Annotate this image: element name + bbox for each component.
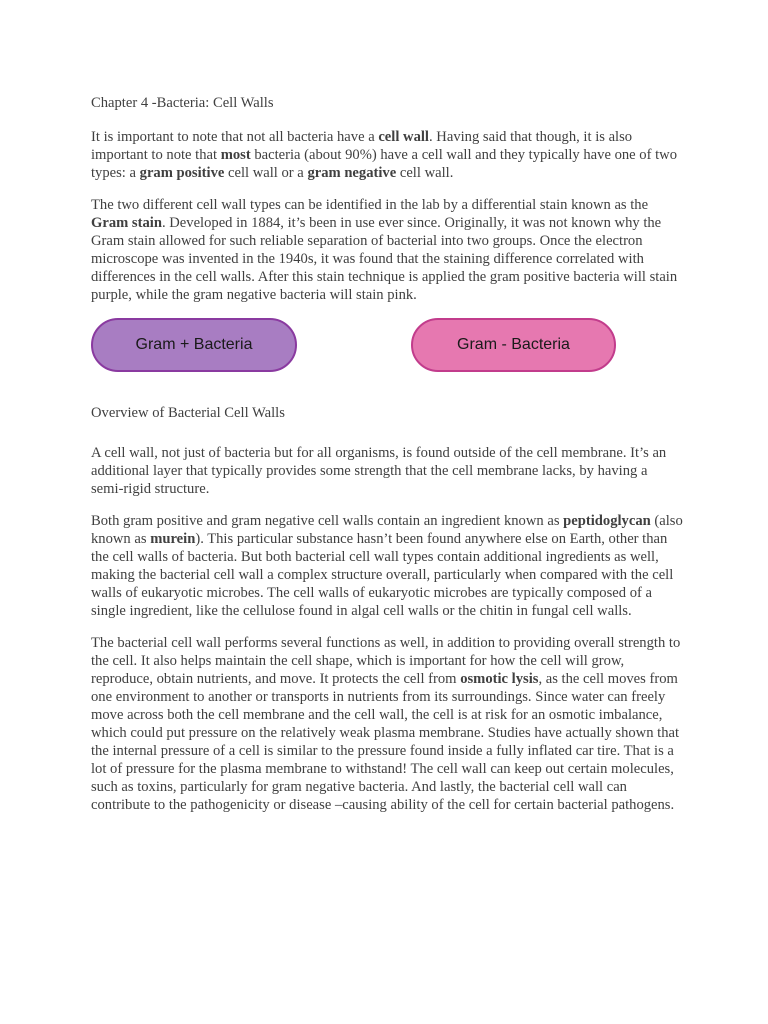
bold-term: gram negative [307, 165, 397, 181]
text-run: The bacterial cell wall performs several functions as well, in addition to providing overall strength to the cell. It also helps maintain the cell shape, which is important for how the cell will grow, reproduce, obtain nutrients, and move. It protects the cell from [91, 635, 681, 687]
text-run: ). This particular substance hasn’t been found anywhere else on Earth, other than the cell walls of bacteria. But both bacterial cell wall types contain additional ingredients as well, making the bacterial cell wall a complex structure overall, particularly when compared with the cell walls of eukaryotic microbes. The cell walls of eukaryotic microbes are typically composed of a single ingredient, like the cellulose found in algal cell walls or the chitin in fungal cell walls. [91, 531, 674, 619]
text-run: The two different cell wall types can be identified in the lab by a differential stain known as the [91, 197, 649, 213]
bold-term: murein [150, 531, 196, 547]
text-run: . Having said that though, it is also important to note that [91, 129, 633, 163]
bold-term: gram positive [139, 165, 225, 181]
chapter-title: Chapter 4 -Bacteria: Cell Walls [91, 95, 274, 111]
text-run: cell wall or a [224, 165, 308, 181]
gram-negative-pill: Gram - Bacteria [411, 318, 616, 372]
document-body [91, 94, 683, 828]
bold-term: most [220, 147, 251, 163]
text-run: , as the cell moves from one environment to another or transports in nutrients from its surroundings. Since water can freely move across both the cell membrane and the cell wall, the cell is at risk for an osmotic imbalance, which could put pressure on the relatively weak plasma membrane. Studies have actually shown that the internal pressure of a cell is similar to the pressure found inside a fully inflated car tire. That is a lot of pressure for the plasma membrane to withstand! The cell wall can keep out certain molecules, such as toxins, particularly for gram negative bacteria. And lastly, the bacterial cell wall can contribute to the pathogenicity or disease –causing ability of the cell for certain bacterial pathogens. [91, 671, 680, 813]
overview-title: Overview of Bacterial Cell Walls [91, 405, 285, 421]
bold-term: cell wall [378, 129, 429, 145]
text-run: Both gram positive and gram negative cell walls contain an ingredient known as [91, 513, 564, 529]
bold-term: Gram stain [91, 215, 162, 231]
paragraph-functions [91, 634, 683, 814]
bold-term: peptidoglycan [563, 513, 651, 529]
text-run: bacteria (about 90%) have a cell wall and they typically have one of two types: a [91, 147, 677, 181]
paragraph-cell-wall-definition: A cell wall, not just of bacteria but for all organisms, is found outside of the cell membrane. It’s an additional layer that typically provides some strength that the cell membrane lacks, by having a semi-rigid structure. [91, 445, 667, 497]
text-run: cell wall. [396, 165, 454, 181]
paragraph-peptidoglycan [91, 512, 683, 620]
paragraph-intro [91, 128, 683, 182]
text-run: (also known as [91, 513, 683, 547]
gram-illustration [91, 318, 683, 376]
bold-term: osmotic lysis [460, 671, 539, 687]
gram-positive-pill: Gram + Bacteria [91, 318, 297, 372]
text-run: It is important to note that not all bacteria have a [91, 129, 379, 145]
paragraph-gram-stain [91, 196, 683, 304]
text-run: . Developed in 1884, it’s been in use ever since. Originally, it was not known why the Gram stain allowed for such reliable separation of bacterial into two groups. Once the electron microscope was invented in the 1940s, it was found that the staining difference correlated with differences in the cell walls. After this stain technique is applied the gram positive bacteria will stain purple, while the gram negative bacteria will stain pink. [91, 215, 678, 303]
